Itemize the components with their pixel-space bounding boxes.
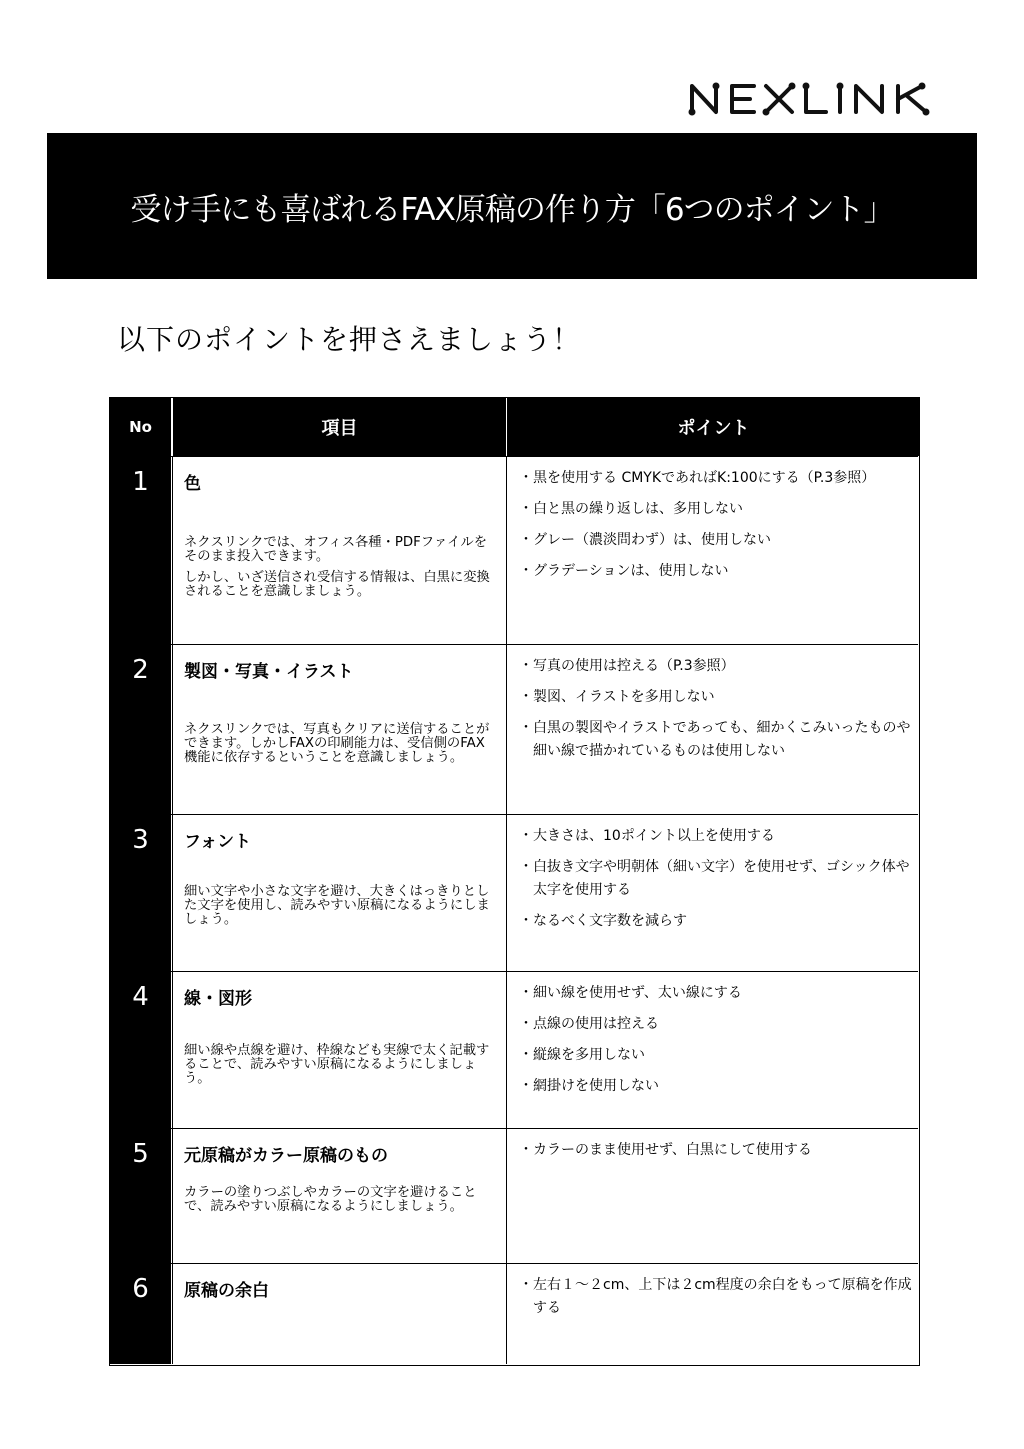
row-number-cell: [110, 815, 171, 971]
row-number: 3: [132, 825, 149, 855]
table-row: [110, 971, 918, 1128]
row-number-cell: [110, 1129, 171, 1263]
item-cell: [172, 1129, 506, 1263]
point-item: ・ 白と黒の繰り返しは、多用しない: [519, 498, 914, 521]
row-number: 6: [132, 1274, 149, 1304]
page-title: 受け手にも喜ばれるFAX原稿の作り方「6つのポイント」: [130, 191, 894, 228]
item-title: フォント: [184, 832, 252, 852]
item-cell: [172, 645, 506, 814]
item-description: 細い文字や小さな文字を避け、大きくはっきりとした文字を使用し、読みやすい原稿になるようにしましょう。: [184, 884, 490, 927]
item-title: 色: [184, 474, 201, 494]
item-description: しかし、いざ送信され受信する情報は、白黒に変換されることを意識しましょう。: [184, 570, 490, 599]
item-title: 製図・写真・イラスト: [184, 662, 354, 682]
row-number-cell: [110, 645, 171, 814]
table-row: [110, 814, 918, 971]
table-row: [110, 1128, 918, 1263]
point-cell: [506, 457, 919, 644]
row-number: 4: [132, 982, 149, 1012]
point-item: ・ 点線の使用は控える: [519, 1013, 914, 1036]
table-row: [110, 644, 918, 814]
row-number-cell: [110, 457, 171, 644]
title-banner: [47, 133, 977, 279]
item-description: 細い線や点線を避け、枠線なども実線で太く記載することで、読みやすい原稿になるようにしましょう。: [184, 1043, 490, 1086]
item-cell: [172, 815, 506, 971]
point-item: ・ 左右１～２cm、上下は２cm程度の余白をもって原稿を作成する: [519, 1274, 914, 1320]
table-row: [110, 456, 918, 644]
point-item: ・ 黒を使用する CMYKであればK:100にする（P.3参照）: [519, 467, 914, 490]
item-title: 元原稿がカラー原稿のもの: [184, 1146, 388, 1166]
point-cell: [506, 972, 919, 1128]
point-item: ・ グラデーションは、使用しない: [519, 560, 914, 583]
row-number-cell: [110, 1264, 171, 1364]
item-cell: [172, 1264, 506, 1364]
item-title: 線・図形: [184, 989, 252, 1009]
point-cell: [506, 815, 919, 971]
point-item: ・ 大きさは、10ポイント以上を使用する: [519, 825, 914, 848]
item-description: ネクスリンクでは、オフィス各種・PDFファイルをそのまま投入できます。: [184, 535, 488, 564]
point-item: ・ グレー（濃淡問わず）は、使用しない: [519, 529, 914, 552]
row-number: 1: [132, 467, 149, 497]
header-item: 項目: [172, 398, 506, 456]
table-row: [110, 1263, 918, 1364]
point-item: ・ 縦線を多用しない: [519, 1044, 914, 1067]
row-number: 2: [132, 655, 149, 685]
points-table: [109, 397, 920, 1366]
point-cell: [506, 1264, 919, 1364]
point-item: ・ 網掛けを使用しない: [519, 1075, 914, 1098]
nexlink-logo: [686, 78, 942, 118]
point-item: ・ カラーのまま使用せず、白黒にして使用する: [519, 1139, 914, 1162]
point-item: ・ 製図、イラストを多用しない: [519, 686, 914, 709]
point-item: ・ 白抜き文字や明朝体（細い文字）を使用せず、ゴシック体や太字を使用する: [519, 856, 914, 902]
item-description: ネクスリンクでは、写真もクリアに送信することができます。しかしFAXの印刷能力は、受信側のFAX機能に依存するということを意識しましょう。: [184, 722, 490, 765]
item-title: 原稿の余白: [184, 1281, 269, 1301]
point-item: ・ 白黒の製図やイラストであっても、細かくこみいったものや細い線で描かれているものは使用しない: [519, 717, 914, 763]
header-point: ポイント: [506, 398, 920, 456]
subtitle: 以下のポイントを押さえましょう！: [117, 323, 582, 356]
point-item: ・ 細い線を使用せず、太い線にする: [519, 982, 914, 1005]
point-cell: [506, 645, 919, 814]
header-no: No: [110, 398, 171, 456]
item-cell: [172, 457, 506, 644]
item-description: カラーの塗りつぶしやカラーの文字を避けることで、読みやすい原稿になるようにしましょう。: [184, 1185, 477, 1214]
row-number-cell: [110, 972, 171, 1128]
point-item: ・ 写真の使用は控える（P.3参照）: [519, 655, 914, 678]
row-number: 5: [132, 1139, 149, 1169]
point-cell: [506, 1129, 919, 1263]
item-cell: [172, 972, 506, 1128]
point-item: ・ なるべく文字数を減らす: [519, 910, 914, 933]
